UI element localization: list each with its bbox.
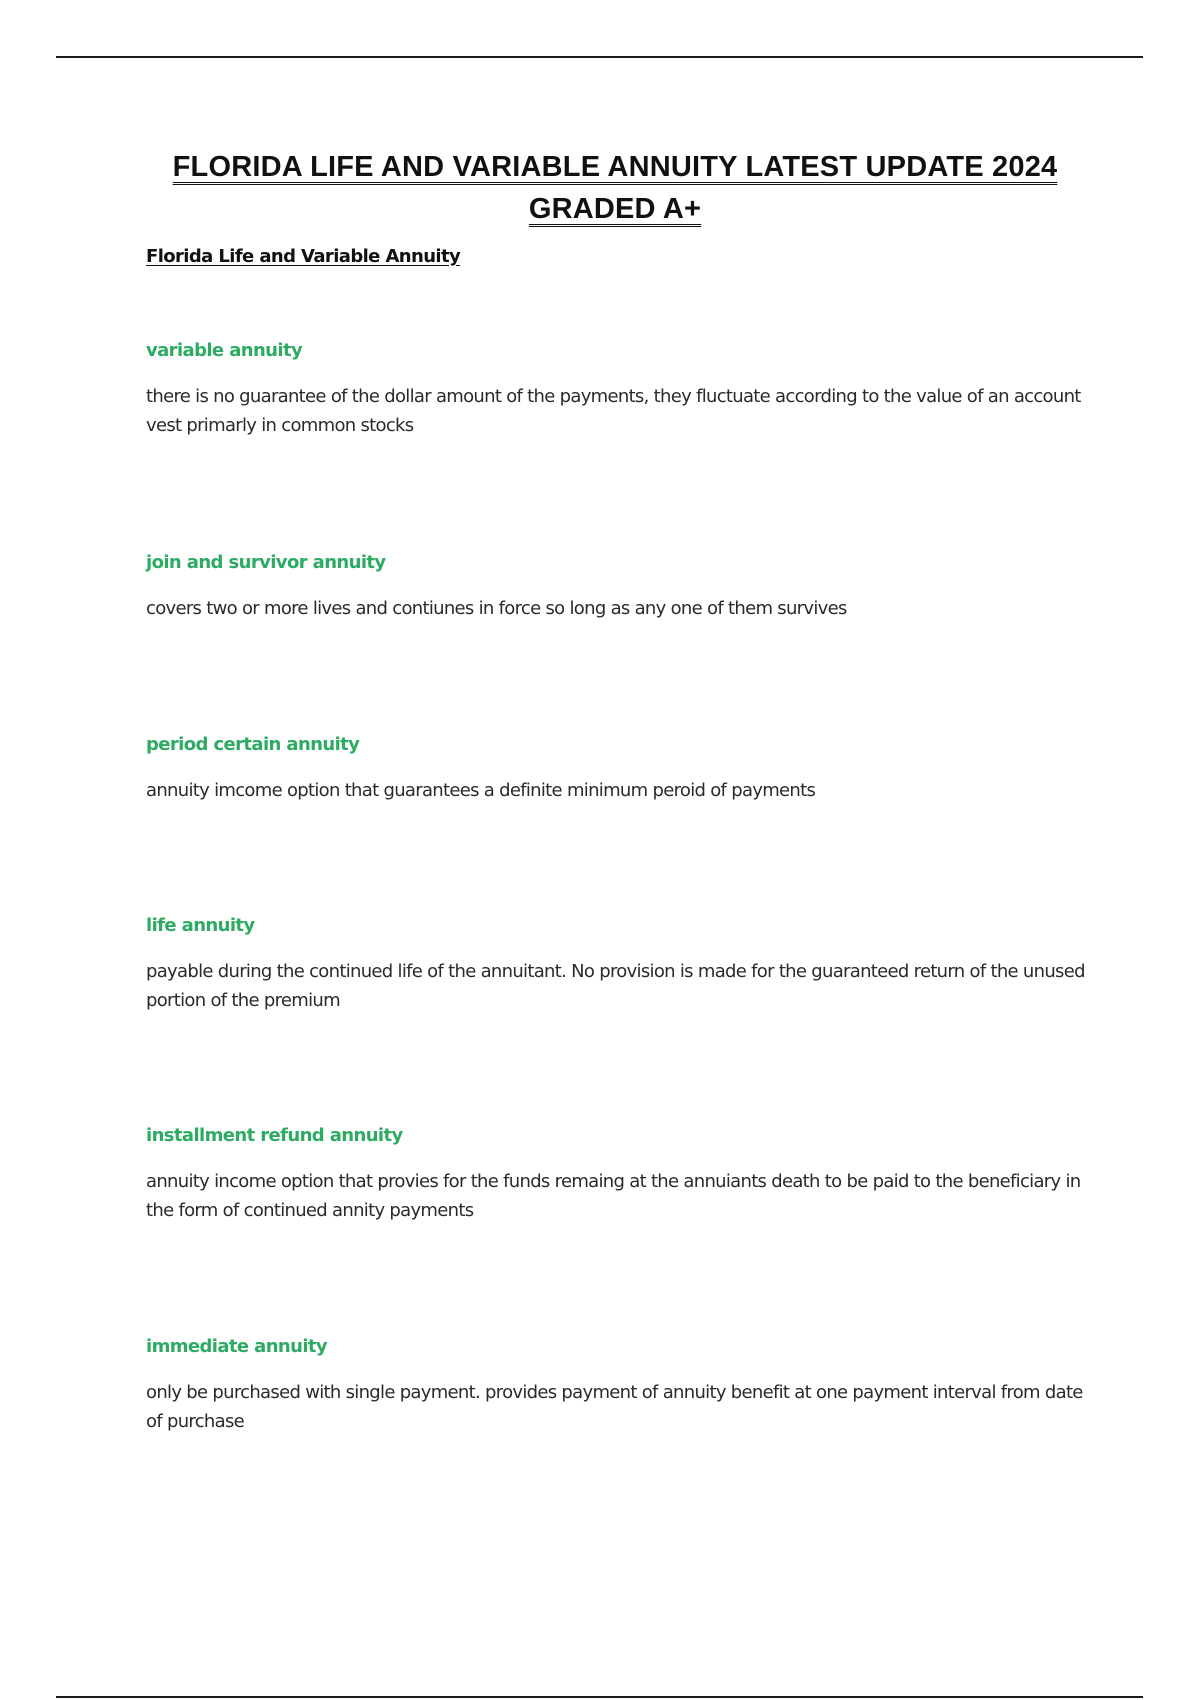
term-definition: covers two or more lives and contiunes in force so long as any one of them survives [146,598,847,619]
header-rule [56,56,1143,58]
document-subtitle: Florida Life and Variable Annuity [146,246,461,267]
flashcard-entry-life-annuity [146,913,1086,1015]
term-heading: life annuity [146,915,255,936]
term-heading: period certain annuity [146,734,360,755]
title-block [146,146,1084,230]
term-definition: only be purchased with single payment. provides payment of annuity benefit at one payment interval from date of purchase [146,1382,1083,1432]
term-definition: annuity imcome option that guarantees a definite minimum peroid of payments [146,780,816,801]
term-definition: annuity income option that provies for the funds remaing at the annuiants death to be paid to the beneficiary in the form of continued annity payments [146,1171,1081,1221]
flashcard-entry-installment-refund-annuity [146,1123,1086,1225]
flashcard-entry-join-and-survivor-annuity [146,550,1086,623]
document-title: FLORIDA LIFE AND VARIABLE ANNUITY LATEST UPDATE 2024 GRADED A+ [172,151,1058,225]
flashcard-entry-period-certain-annuity [146,732,1086,805]
term-definition: payable during the continued life of the annuitant. No provision is made for the guaranteed return of the unused portion of the premium [146,961,1085,1011]
flashcard-entry-variable-annuity [146,338,1086,440]
term-heading: variable annuity [146,340,303,361]
footer-rule [56,1696,1143,1698]
flashcard-entry-immediate-annuity [146,1334,1086,1436]
term-definition: there is no guarantee of the dollar amount of the payments, they fluctuate according to the value of an account vest primarly in common stocks [146,386,1081,436]
term-heading: join and survivor annuity [146,552,386,573]
term-heading: immediate annuity [146,1336,328,1357]
term-heading: installment refund annuity [146,1125,403,1146]
